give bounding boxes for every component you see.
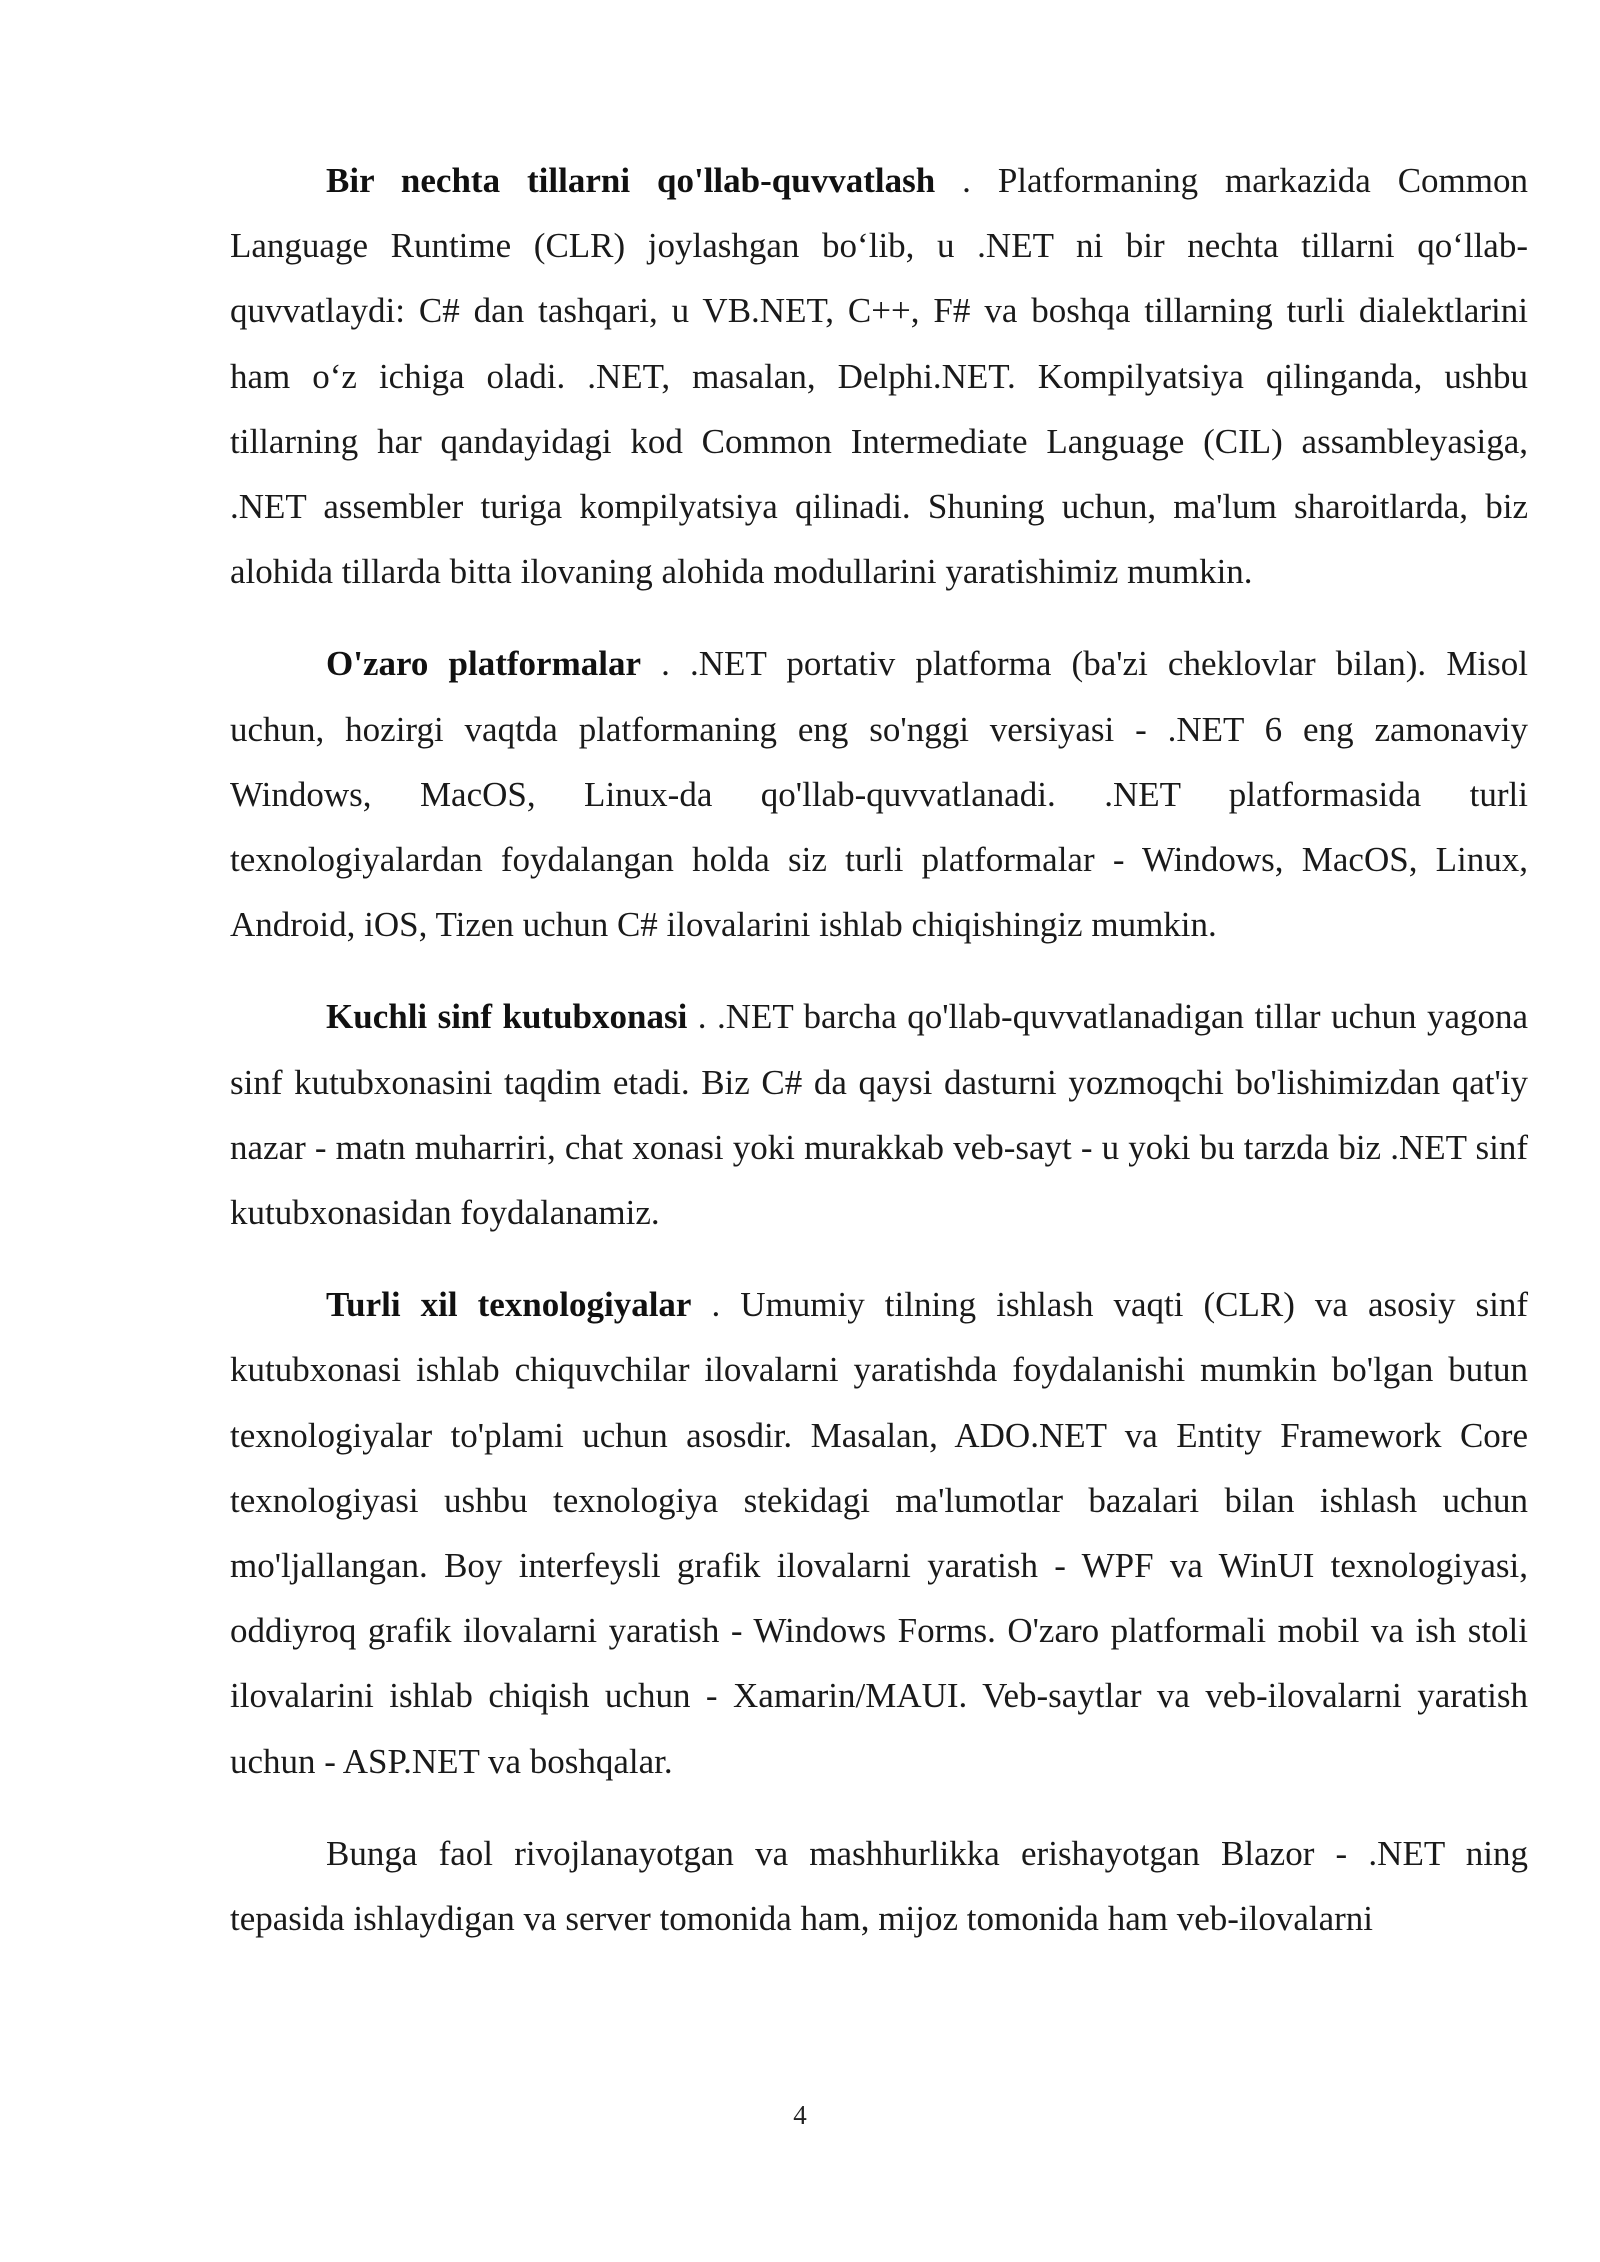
paragraph-cross-platform <box>230 631 1528 957</box>
paragraph-text: . .NET barcha qo'llab-quvvatlanadigan tillar uchun yagona sinf kutubxonasini taqdim etadi. Biz C# da qaysi dasturni yozmoqchi bo'lishimizdan qat'iy nazar - matn muharriri, chat xonasi yoki murakkab veb-sayt - u yoki bu tarzda biz .NET sinf kutubxonasidan foydalanamiz. <box>230 997 1529 1233</box>
paragraph-text: . Umumiy tilning ishlash vaqti (CLR) va asosiy sinf kutubxonasi ishlab chiquvchilar ilovalarni yaratishda foydalanishi mumkin bo'lgan butun texnologiyalar to'plami uchun asosdir. Masalan, ADO.NET va Entity Framework Core texnologiyasi ushbu texnologiya stekidagi ma'lumotlar bazalari bilan ishlash uchun mo'ljallangan. Boy interfeysli grafik ilovalarni yaratish - WPF va WinUI texnologiyasi, oddiyroq grafik ilovalarni yaratish - Windows Forms. O'zaro platformali mobil va ish stoli ilovalarini ishlab chiqish uchun - Xamarin/MAUI. Veb-saytlar va veb-ilovalarni yaratish uchun - ASP.NET va boshqalar. <box>230 1285 1529 1781</box>
paragraph-text: . Platformaning markazida Common Language Runtime (CLR) joylashgan bo‘lib, u .NET ni bir nechta tillarni qo‘llab-quvvatlaydi: C# dan tashqari, u VB.NET, C++, F# va boshqa tillarning turli dialektlarini ham o‘z ichiga oladi. .NET, masalan, Delphi.NET. Kompilyatsiya qilinganda, ushbu tillarning har qandayidagi kod Common Intermediate Language (CIL) assambleyasiga, .NET assembler turiga kompilyatsiya qilinadi. Shuning uchun, ma'lum sharoitlarda, biz alohida tillarda bitta ilovaning alohida modullarini yaratishimiz mumkin. <box>230 161 1528 592</box>
paragraph-text: Bunga faol rivojlanayotgan va mashhurlikka erishayotgan Blazor - .NET ning tepasida ishlaydigan va server tomonida ham, mijoz tomonida ham veb-ilovalarni <box>230 1833 1528 1939</box>
paragraph-multi-language <box>230 148 1528 604</box>
paragraph-heading: Bir nechta tillarni qo'llab-quvvatlash <box>326 161 936 200</box>
paragraph-text: . .NET portativ platforma (ba'zi cheklovlar bilan). Misol uchun, hozirgi vaqtda platformaning eng so'nggi versiyasi - .NET 6 eng zamonaviy Windows, MacOS, Linux-da qo'llab-quvvatlanadi. .NET platformasida turli texnologiyalardan foydalangan holda siz turli platformalar - Windows, MacOS, Linux, Android, iOS, Tizen uchun C# ilovalarini ishlab chiqishingiz mumkin. <box>230 644 1529 945</box>
page-content <box>230 148 1528 1978</box>
paragraph-technologies <box>230 1272 1528 1794</box>
page-number: 4 <box>793 2100 807 2130</box>
paragraph-class-library <box>230 984 1528 1245</box>
paragraph-heading: Kuchli sinf kutubxonasi <box>326 997 688 1037</box>
paragraph-blazor <box>230 1821 1528 1951</box>
paragraph-heading: Turli xil texnologiyalar <box>326 1285 692 1325</box>
paragraph-heading: O'zaro platformalar <box>326 644 641 684</box>
